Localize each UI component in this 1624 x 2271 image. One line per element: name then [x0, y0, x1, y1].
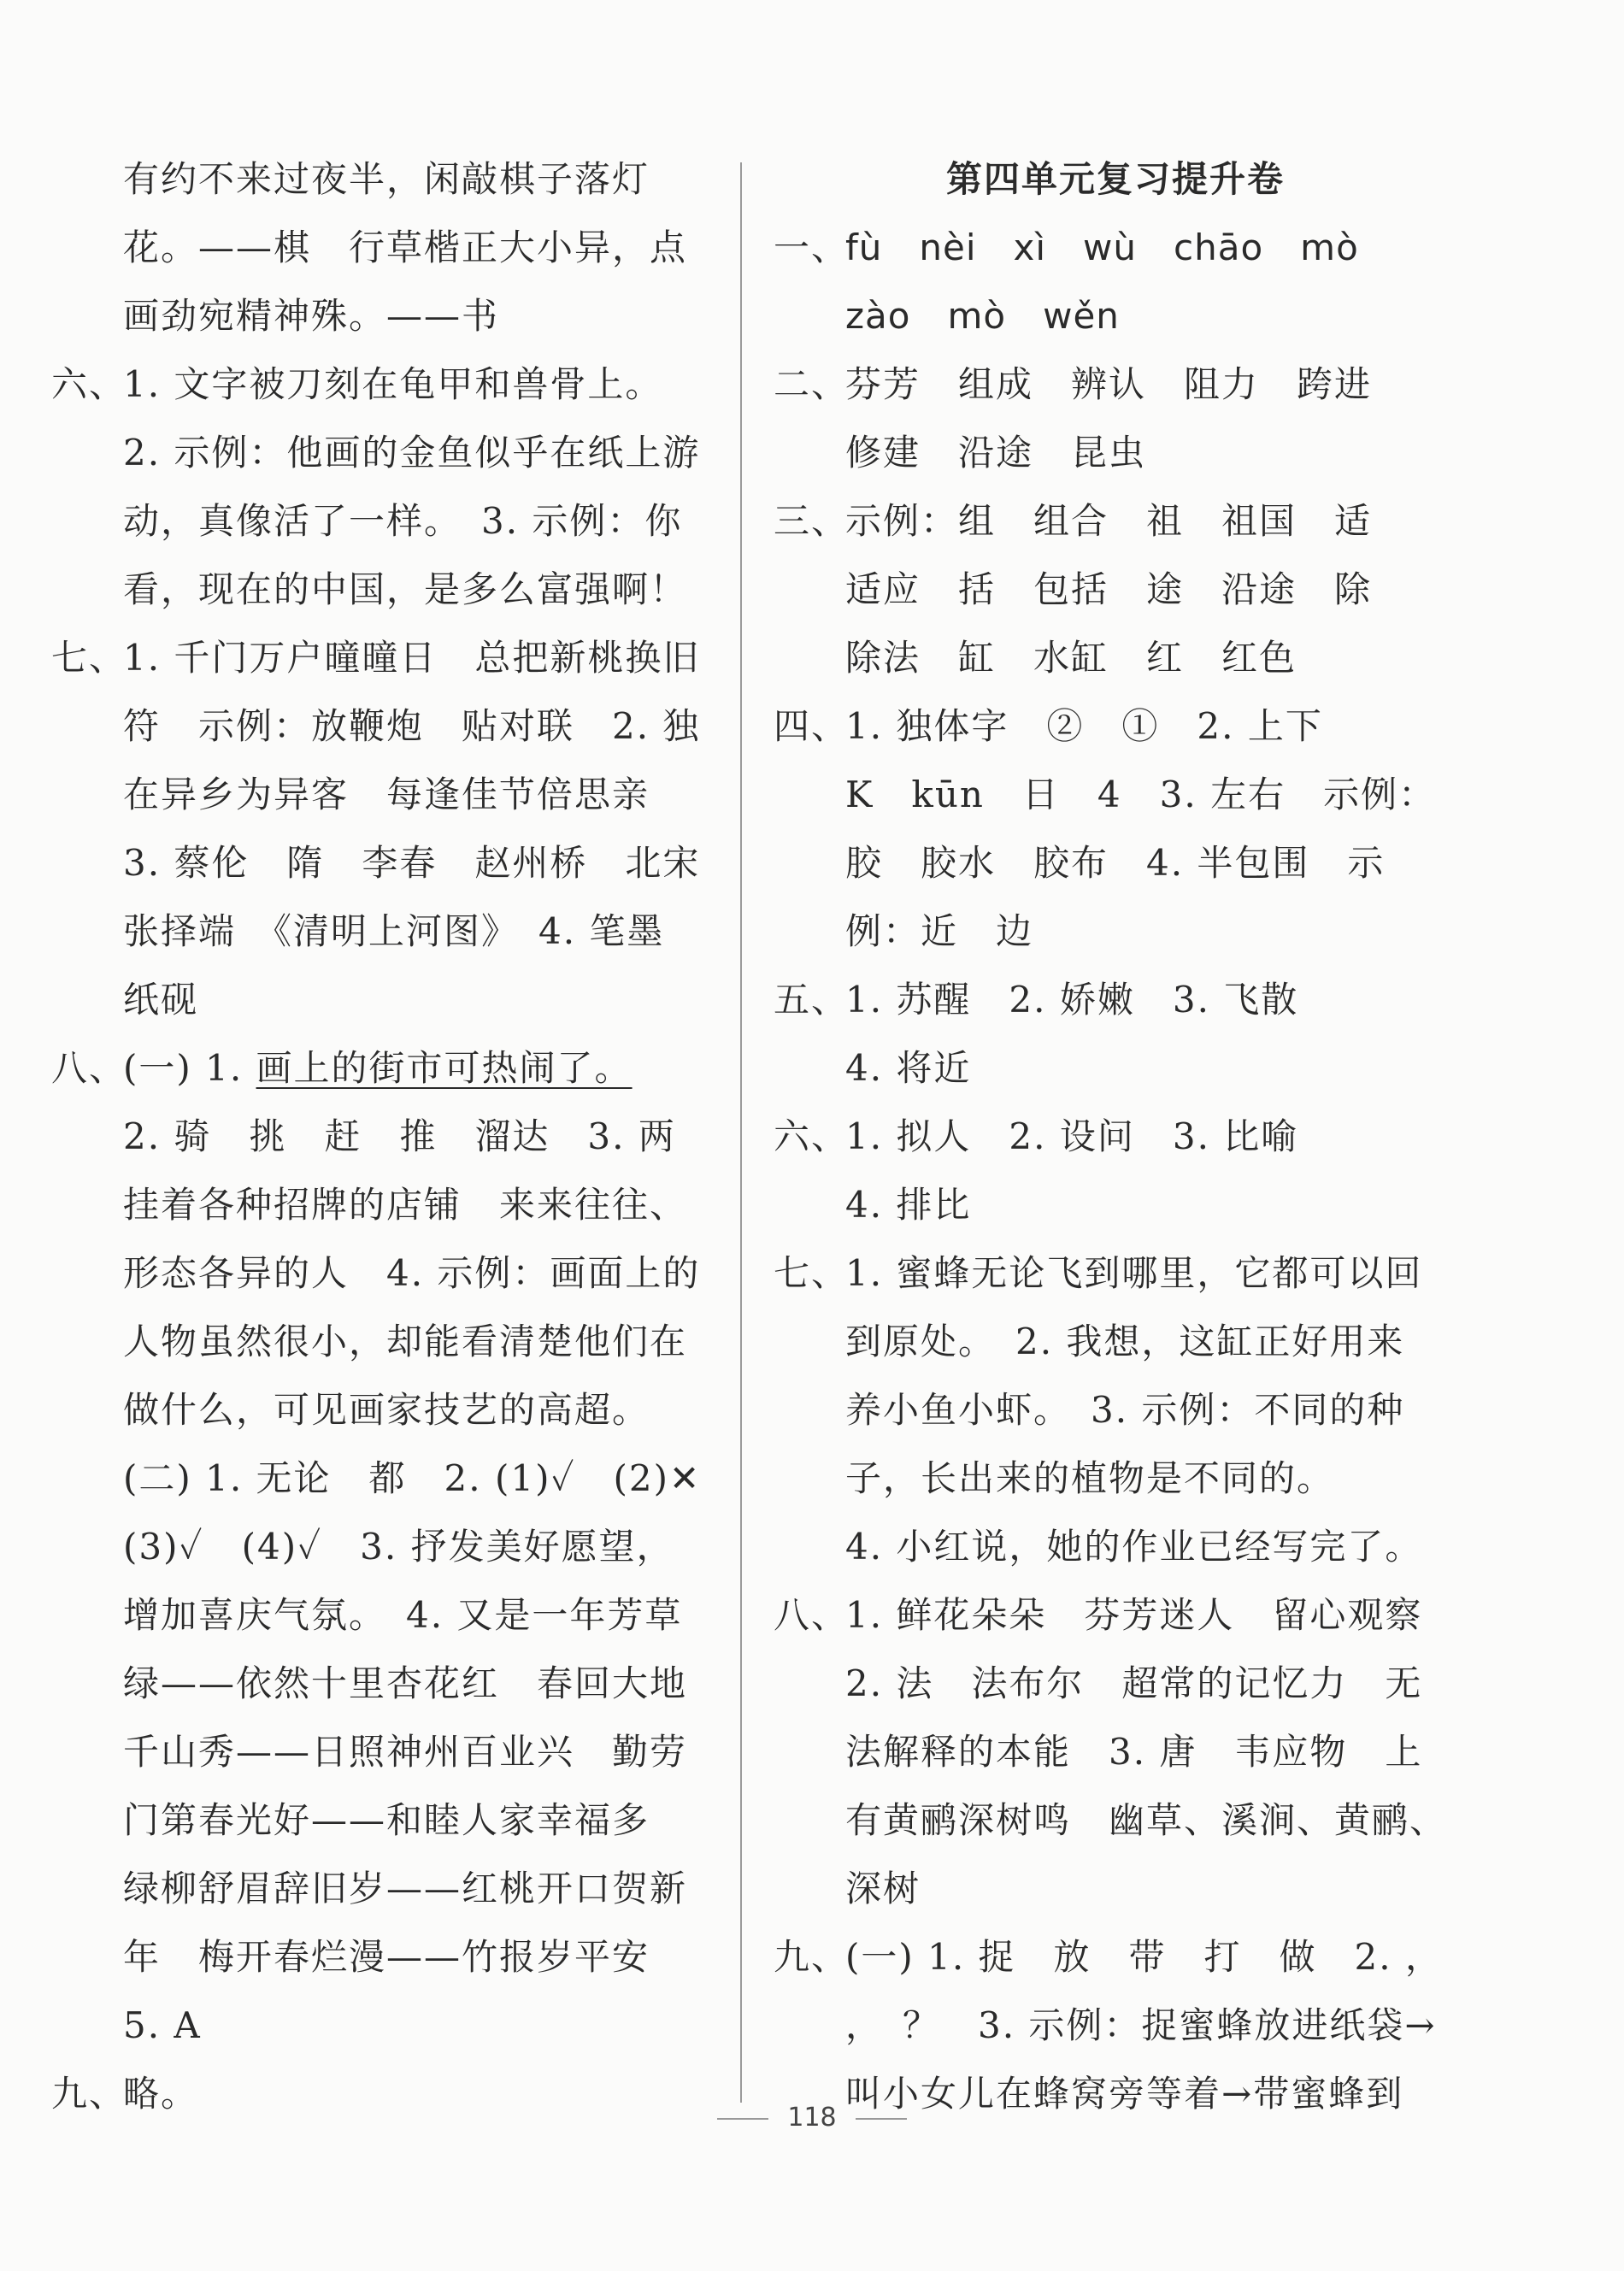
answer-text: 4. 排比: [845, 1184, 972, 1226]
answer-line: [51, 1650, 718, 1718]
answer-text: 1. 苏醒 2. 娇嫩 3. 飞散: [845, 979, 1299, 1021]
answer-line: [774, 1239, 1457, 1308]
answer-line: [51, 419, 718, 487]
page-footer: [0, 2103, 1624, 2133]
answer-text: 芬芳 组成 辨认 阻力 跨进: [845, 363, 1373, 405]
answer-line: [51, 1923, 718, 1992]
answer-text: 5. A: [123, 2004, 202, 2046]
answer-line: [774, 1513, 1457, 1581]
answer-text: 画劲宛精神殊。——书: [123, 295, 500, 337]
answer-text: 养小鱼小虾。 3. 示例：不同的种: [845, 1389, 1405, 1431]
answer-text: 人物虽然很小，却能看清楚他们在: [123, 1321, 688, 1362]
answer-text: (二) 1. 无论 都 2. (1)✓ (2)✕: [123, 1457, 702, 1499]
answer-text: 2. 示例：他画的金鱼似乎在纸上游: [123, 432, 701, 474]
answer-line: [774, 487, 1457, 556]
answer-text: 挂着各种招牌的店铺 来来往往、: [123, 1184, 688, 1226]
answer-line: [774, 761, 1457, 829]
answer-line: [774, 1444, 1457, 1513]
answer-line: [51, 624, 718, 692]
answer-line: [774, 1923, 1457, 1992]
answer-line: [774, 419, 1457, 487]
question-number: 四、: [774, 705, 850, 747]
question-number: 六、: [51, 363, 127, 405]
page-number: 118: [787, 2103, 837, 2133]
answer-text: 符 示例：放鞭炮 贴对联 2. 独: [123, 705, 701, 747]
answer-line: [51, 350, 718, 419]
section-title: 第四单元复习提升卷: [945, 158, 1285, 200]
answer-line: [51, 1581, 718, 1650]
answer-line: [774, 1855, 1457, 1923]
answer-line: [774, 624, 1457, 692]
answer-text: zào mò wěn: [845, 295, 1120, 337]
answer-text: 1. 鲜花朵朵 芬芳迷人 留心观察: [845, 1594, 1423, 1636]
answer-line: [51, 1171, 718, 1239]
answer-text: 1. 千门万户曈曈日 总把新桃换旧: [123, 637, 701, 679]
answer-line: [51, 1855, 718, 1923]
answer-line: [51, 829, 718, 897]
answer-line: [774, 282, 1457, 350]
answer-text: 子，长出来的植物是不同的。: [845, 1457, 1335, 1499]
answer-line: [51, 1718, 718, 1786]
answer-text: 适应 括 包括 途 沿途 除: [845, 568, 1373, 610]
answer-line: [774, 1171, 1457, 1239]
answer-line: [774, 1581, 1457, 1650]
question-number: 三、: [774, 500, 850, 542]
answer-text: 叫小女儿在蜂窝旁等着→带蜜蜂到: [845, 2073, 1404, 2115]
answer-text: 1. 文字被刀刻在龟甲和兽骨上。: [123, 363, 663, 405]
answer-text: (一) 1. 捉 放 带 打 做 2. ，: [845, 1936, 1443, 1978]
answer-line: [51, 1239, 718, 1308]
left-answer-column: [51, 145, 718, 2128]
answer-line: [51, 145, 718, 214]
answer-line: [774, 1034, 1457, 1103]
answer-line: [774, 350, 1457, 419]
answer-line: [774, 214, 1457, 282]
answer-line: [774, 1650, 1457, 1718]
answer-line: [774, 1786, 1457, 1855]
answer-line: [774, 829, 1457, 897]
answer-text: fù nèi xì wù chāo mò: [845, 227, 1359, 268]
answer-line: [51, 1308, 718, 1376]
answer-line: [774, 1103, 1457, 1171]
answer-line: [774, 897, 1457, 966]
answer-text: 示例：组 组合 祖 祖国 适: [845, 500, 1373, 542]
answer-line: [774, 556, 1457, 624]
answer-line: [774, 1308, 1457, 1376]
answer-line: [51, 761, 718, 829]
answer-text: 3. 蔡伦 隋 李春 赵州桥 北宋: [123, 842, 701, 884]
question-number: 八、: [774, 1594, 850, 1636]
answer-line: [774, 1718, 1457, 1786]
answer-line: [51, 282, 718, 350]
question-number: 九、: [774, 1936, 850, 1978]
question-number: 七、: [51, 637, 127, 679]
answer-text: 4. 将近: [845, 1047, 972, 1089]
answer-text: 花。——棋 行草楷正大小异，点: [123, 227, 688, 268]
answer-text: 纸砚: [123, 979, 199, 1021]
answer-line: [51, 214, 718, 282]
answer-text: 绿——依然十里杏花红 春回大地: [123, 1662, 688, 1704]
answer-text: 略。: [123, 2073, 199, 2115]
answer-line: [51, 1444, 718, 1513]
answer-text: (3)✓ (4)✓ 3. 抒发美好愿望，: [123, 1526, 674, 1568]
answer-text: 1. 蜜蜂无论飞到哪里，它都可以回: [845, 1252, 1423, 1294]
answer-line: [51, 897, 718, 966]
column-divider: [740, 162, 742, 2103]
answer-line: [51, 692, 718, 761]
answer-text: 有黄鹂深树鸣 幽草、溪涧、黄鹂、: [845, 1799, 1448, 1841]
answer-text: (一) 1.: [123, 1047, 256, 1089]
answer-line: [51, 1513, 718, 1581]
answer-line: [774, 1376, 1457, 1444]
answer-text: 动，真像活了一样。 3. 示例：你: [123, 500, 683, 542]
question-number: 七、: [774, 1252, 850, 1294]
answer-text: K kūn 日 4 3. 左右 示例：: [845, 774, 1437, 815]
answer-text: 到原处。 2. 我想，这缸正好用来: [845, 1321, 1405, 1362]
right-answer-column: [774, 145, 1457, 2128]
answer-text: 2. 骑 挑 赶 推 溜达 3. 两: [123, 1115, 676, 1157]
answer-line: [51, 1376, 718, 1444]
underlined-answer: 画上的街市可热闹了。: [256, 1047, 633, 1089]
answer-text: 除法 缸 水缸 红 红色: [845, 637, 1297, 679]
answer-text: 张择端 《清明上河图》 4. 笔墨: [123, 910, 665, 952]
answer-line: [51, 487, 718, 556]
question-number: 五、: [774, 979, 850, 1021]
answer-text: 4. 小红说，她的作业已经写完了。: [845, 1526, 1423, 1568]
answer-text: 绿柳舒眉辞旧岁——红桃开口贺新: [123, 1868, 688, 1909]
footer-rule-left: [717, 2118, 768, 2120]
answer-text: 门第春光好——和睦人家幸福多: [123, 1799, 650, 1841]
answer-line: [51, 1103, 718, 1171]
answer-text: 做什么，可见画家技艺的高超。: [123, 1389, 650, 1431]
answer-text: 法解释的本能 3. 唐 韦应物 上: [845, 1731, 1423, 1773]
answer-text: 例：近 边: [845, 910, 1034, 952]
answer-text: 1. 拟人 2. 设问 3. 比喻: [845, 1115, 1299, 1157]
question-number: 九、: [51, 2073, 127, 2115]
answer-text: 千山秀——日照神州百业兴 勤劳: [123, 1731, 688, 1773]
question-number: 八、: [51, 1047, 127, 1089]
answer-line: [51, 1034, 718, 1103]
answer-line: [51, 966, 718, 1034]
answer-text: 年 梅开春烂漫——竹报岁平安: [123, 1936, 650, 1978]
answer-text: ， ？ 3. 示例：捉蜜蜂放进纸袋→: [845, 2004, 1437, 2046]
answer-text: 在异乡为异客 每逢佳节倍思亲: [123, 774, 650, 815]
answer-text: 1. 独体字 ② ① 2. 上下: [845, 705, 1323, 747]
answer-line: [774, 966, 1457, 1034]
question-number: 二、: [774, 363, 850, 405]
answer-text: 2. 法 法布尔 超常的记忆力 无: [845, 1662, 1423, 1704]
answer-line: [51, 1786, 718, 1855]
answer-text: 有约不来过夜半，闲敲棋子落灯: [123, 158, 650, 200]
answer-line: [51, 556, 718, 624]
answer-line: [51, 1992, 718, 2060]
answer-text: 看，现在的中国，是多么富强啊！: [123, 568, 688, 610]
answer-text: 胶 胶水 胶布 4. 半包围 示: [845, 842, 1386, 884]
answer-line: [774, 1992, 1457, 2060]
answer-text: 增加喜庆气氛。 4. 又是一年芳草: [123, 1594, 683, 1636]
answer-line: [774, 692, 1457, 761]
answer-text: 修建 沿途 昆虫: [845, 432, 1147, 474]
footer-rule-right: [856, 2118, 907, 2120]
question-number: 一、: [774, 227, 850, 268]
answer-text: 形态各异的人 4. 示例：画面上的: [123, 1252, 701, 1294]
answer-text: 深树: [845, 1868, 921, 1909]
question-number: 六、: [774, 1115, 850, 1157]
